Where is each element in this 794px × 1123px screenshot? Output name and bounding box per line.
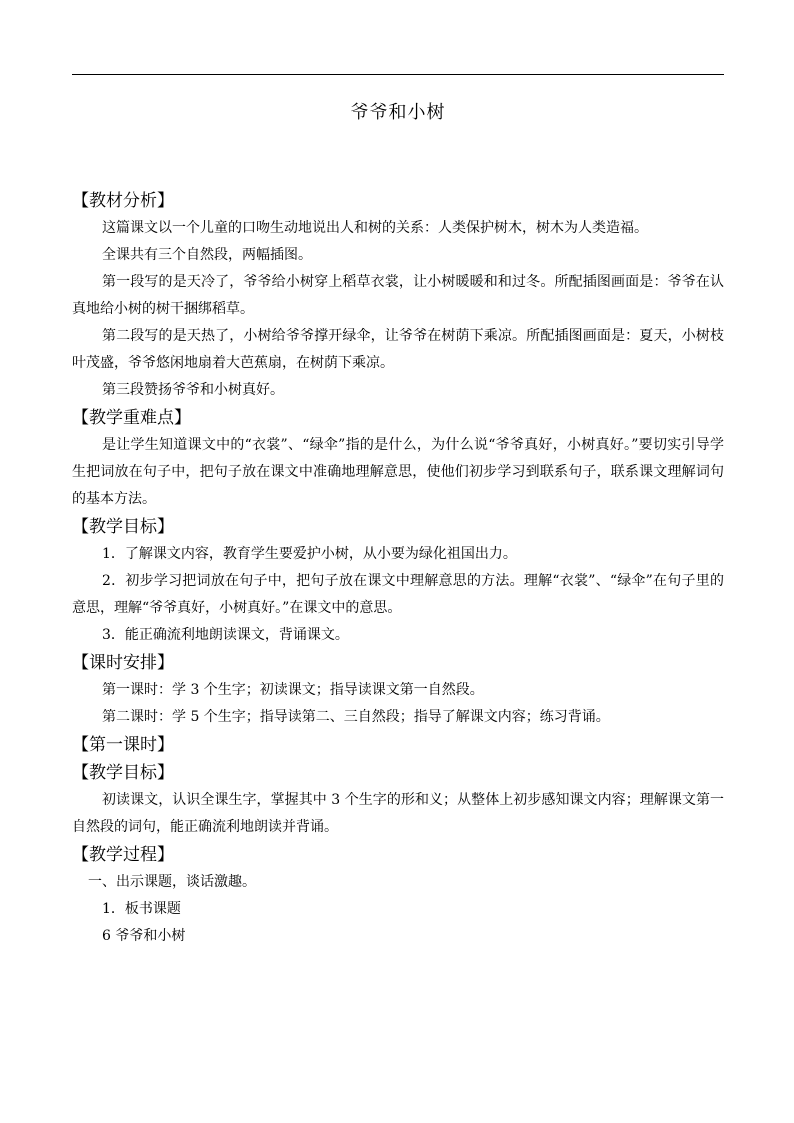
paragraph: 第一课时：学 3 个生字；初读课文；指导读课文第一自然段。 xyxy=(102,682,484,698)
paragraph: 1．了解课文内容，教育学生要爱护小树，从小要为绿化祖国出力。 xyxy=(102,546,517,562)
paragraph: 2．初步学习把词放在句子中，把句子放在课文中理解意思的方法。理解“衣裳”、“绿伞”在句子里的意思，理解“爷爷真好，小树真好。”在课文中的意思。 xyxy=(72,573,724,616)
process-step: 一、出示课题，谈话激趣。 xyxy=(88,874,256,890)
paragraph: 第二段写的是天热了，小树给爷爷撑开绿伞，让爷爷在树荫下乘凉。所配插图画面是：夏天，小树枝叶茂盛，爷爷悠闲地扇着大芭蕉扇，在树荫下乘凉。 xyxy=(72,328,724,371)
paragraph: 第二课时：学 5 个生字；指导读第二、三自然段；指导了解课文内容；练习背诵。 xyxy=(102,709,610,725)
paragraph: 第一段写的是天冷了，爷爷给小树穿上稻草衣裳，让小树暖暖和和过冬。所配插图画面是：爷爷在认真地给小树的树干捆绑稻草。 xyxy=(72,274,724,317)
section-heading-key-points: 【教学重难点】 xyxy=(72,408,191,428)
process-substep: 1．板书课题 xyxy=(102,901,181,917)
section-heading-lesson-one: 【第一课时】 xyxy=(72,735,174,755)
page-title: 爷爷和小树 xyxy=(350,102,446,123)
paragraph: 这篇课文以一个儿童的口吻生动地说出人和树的关系：人类保护树木，树木为人类造福。 xyxy=(102,220,648,236)
section-heading-analysis: 【教材分析】 xyxy=(72,191,174,211)
header-rule xyxy=(72,74,724,75)
document-page xyxy=(72,0,724,1123)
paragraph: 3．能正确流利地朗读课文，背诵课文。 xyxy=(102,627,349,643)
section-heading-process: 【教学过程】 xyxy=(72,845,174,865)
document-body xyxy=(72,187,724,950)
board-text: 6 爷爷和小树 xyxy=(102,928,186,944)
paragraph: 全课共有三个自然段，两幅插图。 xyxy=(102,247,312,263)
paragraph: 是让学生知道课文中的“衣裳”、“绿伞”指的是什么，为什么说“爷爷真好，小树真好。”要切实引导学生把词放在句子中，把句子放在课文中准确地理解意思，使他们初步学习到联系句子，联系课文理解词句的基本方法。 xyxy=(72,437,724,507)
section-heading-schedule: 【课时安排】 xyxy=(72,653,174,673)
paragraph: 初读课文，认识全课生字，掌握其中 3 个生字的形和义；从整体上初步感知课文内容；理解课文第一自然段的词句，能正确流利地朗读并背诵。 xyxy=(72,792,724,835)
section-heading-goals: 【教学目标】 xyxy=(72,517,174,537)
section-heading-lesson-goals: 【教学目标】 xyxy=(72,763,174,783)
paragraph: 第三段赞扬爷爷和小树真好。 xyxy=(102,382,284,398)
